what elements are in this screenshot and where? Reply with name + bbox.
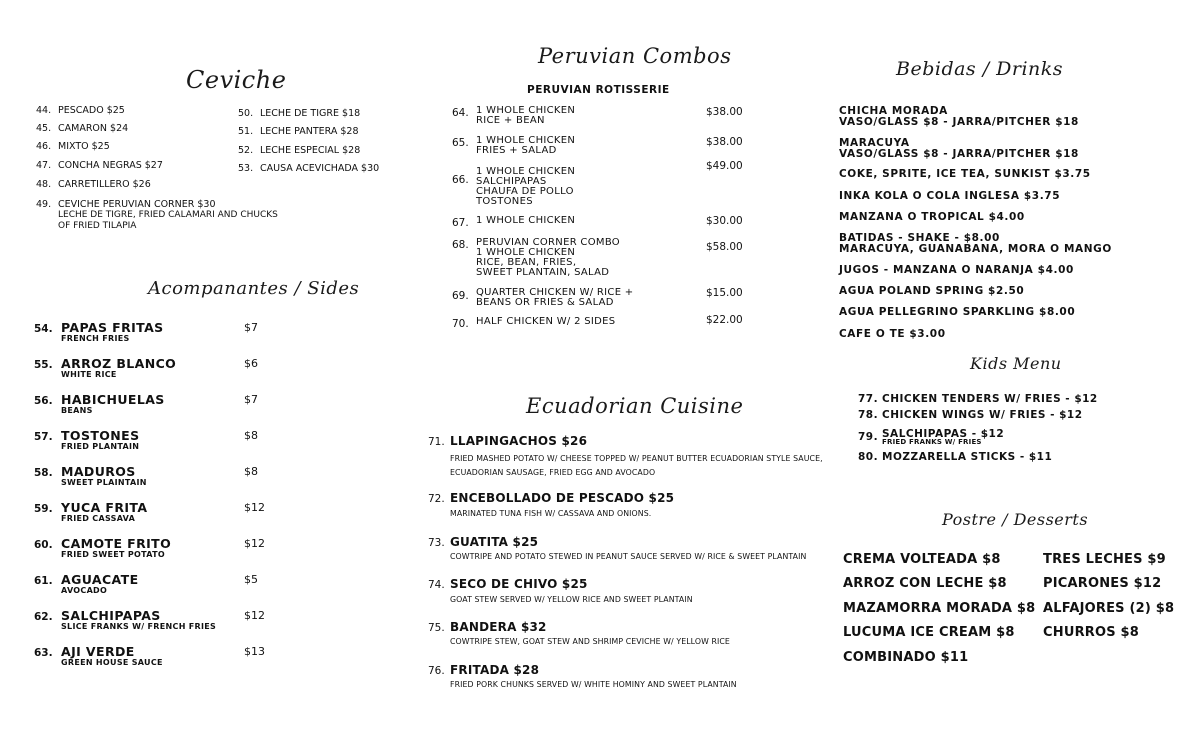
side-item: 57. TOSTONES FRIED PLANTAIN $8 <box>34 428 258 451</box>
side-item: 61. AGUACATE AVOCADO $5 <box>34 572 258 595</box>
drinks-heading: Bebidas / Drinks <box>896 58 1064 80</box>
combos-heading: Peruvian Combos <box>538 44 732 68</box>
dessert-item: ALFAJORES (2) $8 <box>1043 601 1175 616</box>
dessert-item: CHURROS $8 <box>1043 625 1140 640</box>
kids-item: 79. SALCHIPAPAS - $12 <box>858 428 1005 443</box>
kids-item: 80. MOZZARELLA STICKS - $11 <box>858 451 1053 463</box>
ceviche-item: 45. CAMARON $24 <box>36 123 129 134</box>
combos-subtitle: PERUVIAN ROTISSERIE <box>527 84 670 96</box>
drink-item: CAFE O TE $3.00 <box>839 328 946 340</box>
ceviche-item: 48. CARRETILLERO $26 <box>36 179 151 190</box>
dessert-item: TRES LECHES $9 <box>1043 552 1166 567</box>
drink-item: JUGOS - MANZANA O NARANJA $4.00 <box>839 264 1074 276</box>
dessert-item: CREMA VOLTEADA $8 <box>843 552 1001 567</box>
desserts-heading: Postre / Desserts <box>942 510 1089 529</box>
ceviche-corner-description: LECHE DE TIGRE, FRIED CALAMARI AND CHUCKS OF FRIED TILAPIA <box>58 210 278 231</box>
ecuador-heading: Ecuadorian Cuisine <box>526 394 744 418</box>
drink-item: MARACUYA VASO/GLASS $8 - JARRA/PITCHER $18 <box>839 137 1079 160</box>
side-item: 63. AJI VERDE GREEN HOUSE SAUCE $13 <box>34 644 265 667</box>
kids-item: 77. CHICKEN TENDERS W/ FRIES - $12 <box>858 393 1098 405</box>
drink-item: BATIDAS - SHAKE - $8.00 MARACUYA, GUANABANA, MORA O MANGO <box>839 232 1112 255</box>
dessert-item: MAZAMORRA MORADA $8 <box>843 601 1036 616</box>
dessert-item: PICARONES $12 <box>1043 576 1162 591</box>
drink-item: MANZANA O TROPICAL $4.00 <box>839 211 1025 223</box>
dessert-item: LUCUMA ICE CREAM $8 <box>843 625 1015 640</box>
side-item: 62. SALCHIPAPAS SLICE FRANKS W/ FRENCH FRIES $12 <box>34 608 265 631</box>
dessert-item: ARROZ CON LECHE $8 <box>843 576 1007 591</box>
ceviche-item: 46. MIXTO $25 <box>36 141 110 152</box>
side-item: 58. MADUROS SWEET PLAINTAIN $8 <box>34 464 258 487</box>
side-item: 59. YUCA FRITA FRIED CASSAVA $12 <box>34 500 265 523</box>
drink-item: AGUA POLAND SPRING $2.50 <box>839 285 1025 297</box>
ceviche-item: 51. LECHE PANTERA $28 <box>238 126 359 137</box>
side-item: 60. CAMOTE FRITO FRIED SWEET POTATO $12 <box>34 536 265 559</box>
ceviche-item: 44. PESCADO $25 <box>36 105 125 116</box>
ceviche-item: 49. CEVICHE PERUVIAN CORNER $30 <box>36 199 216 210</box>
drink-item: CHICHA MORADA VASO/GLASS $8 - JARRA/PITCHER $18 <box>839 105 1079 128</box>
kids-heading: Kids Menu <box>970 354 1062 373</box>
ceviche-item: 50. LECHE DE TIGRE $18 <box>238 108 361 119</box>
ceviche-item: 53. CAUSA ACEVICHADA $30 <box>238 163 380 174</box>
kids-salchipapas-description: FRIED FRANKS W/ FRIES <box>882 438 982 446</box>
drink-item: INKA KOLA O COLA INGLESA $3.75 <box>839 190 1061 202</box>
side-item: 54. PAPAS FRITAS FRENCH FRIES $7 <box>34 320 258 343</box>
side-item: 55. ARROZ BLANCO WHITE RICE $6 <box>34 356 258 379</box>
sides-heading: Acompanantes / Sides <box>148 278 360 299</box>
drink-item: AGUA PELLEGRINO SPARKLING $8.00 <box>839 306 1076 318</box>
dessert-item: COMBINADO $11 <box>843 650 969 665</box>
ceviche-item: 47. CONCHA NEGRAS $27 <box>36 160 163 171</box>
side-item: 56. HABICHUELAS BEANS $7 <box>34 392 258 415</box>
ceviche-item: 52. LECHE ESPECIAL $28 <box>238 145 361 156</box>
ceviche-heading: Ceviche <box>186 66 287 94</box>
drink-item: COKE, SPRITE, ICE TEA, SUNKIST $3.75 <box>839 168 1091 180</box>
kids-item: 78. CHICKEN WINGS W/ FRIES - $12 <box>858 409 1083 421</box>
